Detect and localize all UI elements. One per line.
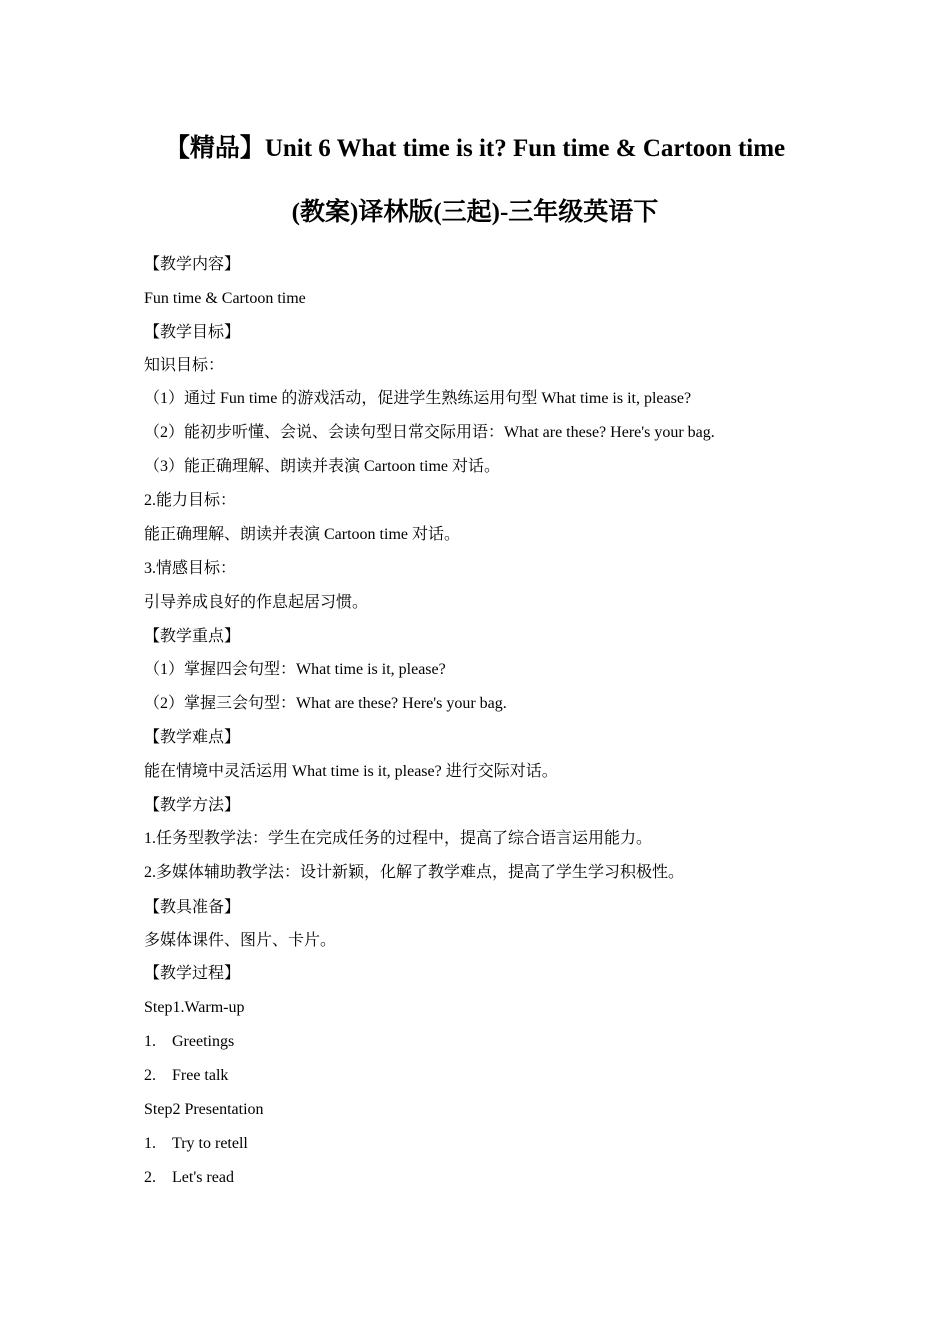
paragraph: 多媒体课件、图片、卡片。 [144, 932, 337, 949]
list-item-number: 1. [144, 1135, 156, 1152]
list-item-text: Free talk [172, 1067, 229, 1084]
list-item-number: 2. [144, 1169, 156, 1186]
paragraph: 2.多媒体辅助教学法：设计新颖，化解了教学难点，提高了学生学习积极性。 [144, 864, 685, 881]
document-title-line-2: (教案)译林版(三起)-三年级英语下 [291, 199, 659, 226]
paragraph: （3）能正确理解、朗读并表演 Cartoon time 对话。 [144, 458, 500, 475]
paragraph: 知识目标： [144, 357, 225, 374]
paragraph: （1）掌握四会句型：What time is it, please? [144, 661, 446, 678]
paragraph: （2）能初步听懂、会说、会读句型日常交际用语：What are these? Here's your bag. [144, 424, 715, 441]
paragraph: 3.情感目标： [144, 560, 237, 577]
list-item [144, 1032, 234, 1052]
section-heading-difficulties: 【教学难点】 [144, 729, 241, 746]
paragraph: 引导养成良好的作息起居习惯。 [144, 594, 369, 611]
list-item [144, 1168, 234, 1188]
paragraph: （2）掌握三会句型：What are these? Here's your bag. [144, 695, 507, 712]
paragraph: Fun time & Cartoon time [144, 290, 306, 307]
document-title-line-1: 【精品】Unit 6 What time is it? Fun time & Cartoon time [164, 135, 786, 162]
section-heading-key-points: 【教学重点】 [144, 628, 241, 645]
section-heading-materials: 【教具准备】 [144, 899, 241, 916]
paragraph: 2.能力目标： [144, 492, 237, 509]
list-item-text: Greetings [172, 1033, 235, 1050]
list-item [144, 1066, 228, 1086]
step-heading-warmup: Step1.Warm-up [144, 999, 245, 1016]
list-item [144, 1134, 248, 1154]
list-item-number: 1. [144, 1033, 156, 1050]
section-heading-objectives: 【教学目标】 [144, 324, 241, 341]
section-heading-content: 【教学内容】 [144, 256, 241, 273]
paragraph: 1.任务型教学法：学生在完成任务的过程中，提高了综合语言运用能力。 [144, 830, 653, 847]
paragraph: 能在情境中灵活运用 What time is it, please? 进行交际对话。 [144, 763, 558, 780]
section-heading-methods: 【教学方法】 [144, 797, 241, 814]
step-heading-presentation: Step2 Presentation [144, 1101, 264, 1118]
paragraph: （1）通过 Fun time 的游戏活动，促进学生熟练运用句型 What time is it, please? [144, 390, 692, 407]
paragraph: 能正确理解、朗读并表演 Cartoon time 对话。 [144, 526, 460, 543]
list-item-text: Let's read [172, 1169, 234, 1186]
list-item-number: 2. [144, 1067, 156, 1084]
list-item-text: Try to retell [172, 1135, 248, 1152]
section-heading-process: 【教学过程】 [144, 965, 241, 982]
